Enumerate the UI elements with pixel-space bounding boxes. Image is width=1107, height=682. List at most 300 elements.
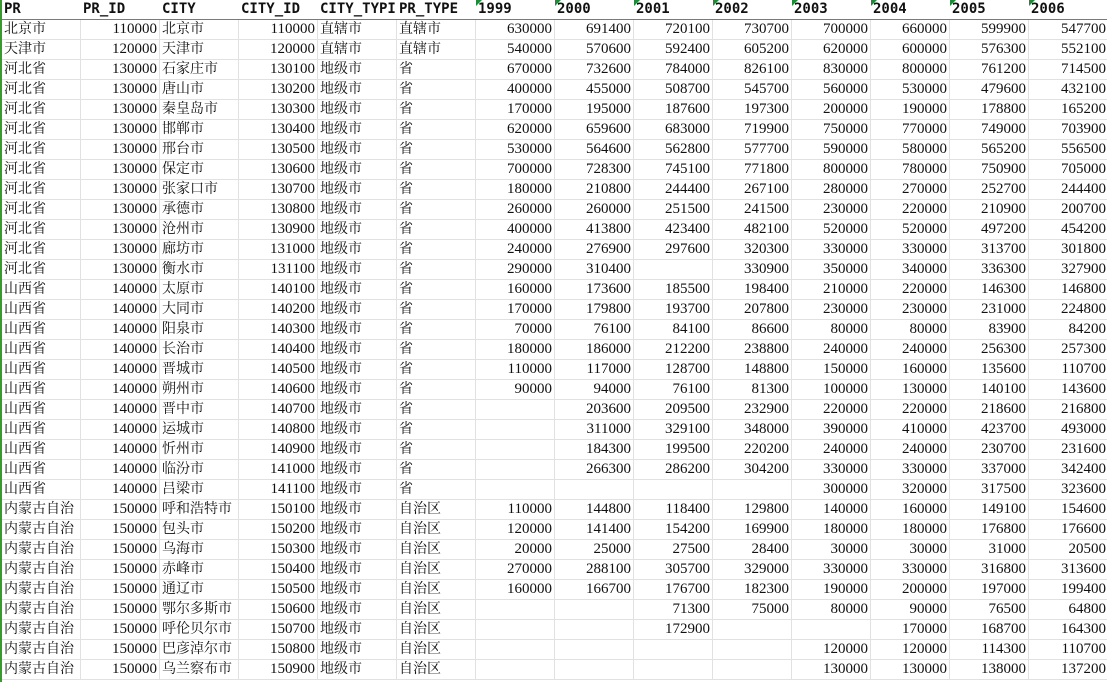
table-cell[interactable]: 220000 <box>871 200 950 220</box>
table-cell[interactable]: 山西省 <box>2 420 81 440</box>
table-cell[interactable]: 301800 <box>1029 240 1107 260</box>
table-cell[interactable]: 省 <box>397 160 476 180</box>
header-cell-2000[interactable]: 2000 <box>555 0 634 20</box>
table-cell[interactable]: 140000 <box>81 360 160 380</box>
table-cell[interactable]: 130000 <box>81 80 160 100</box>
table-cell[interactable]: 110000 <box>81 20 160 40</box>
table-cell[interactable]: 140100 <box>950 380 1029 400</box>
table-cell[interactable]: 内蒙古自治 <box>2 580 81 600</box>
table-cell[interactable]: 728300 <box>555 160 634 180</box>
table-cell[interactable]: 地级市 <box>318 60 397 80</box>
table-cell[interactable]: 衡水市 <box>160 260 239 280</box>
table-cell[interactable]: 400000 <box>476 220 555 240</box>
table-cell[interactable]: 省 <box>397 240 476 260</box>
header-cell-2001[interactable]: 2001 <box>634 0 713 20</box>
table-cell[interactable]: 76500 <box>950 600 1029 620</box>
table-cell[interactable]: 81300 <box>713 380 792 400</box>
table-cell[interactable] <box>792 620 871 640</box>
table-cell[interactable]: 130600 <box>239 160 318 180</box>
table-cell[interactable]: 70000 <box>476 320 555 340</box>
table-cell[interactable]: 703900 <box>1029 120 1107 140</box>
table-cell[interactable]: 80000 <box>871 320 950 340</box>
table-cell[interactable]: 赤峰市 <box>160 560 239 580</box>
table-cell[interactable]: 150000 <box>81 660 160 680</box>
table-cell[interactable]: 276900 <box>555 240 634 260</box>
table-cell[interactable]: 660000 <box>871 20 950 40</box>
table-cell[interactable]: 185500 <box>634 280 713 300</box>
table-cell[interactable]: 231000 <box>950 300 1029 320</box>
table-cell[interactable]: 166700 <box>555 580 634 600</box>
table-cell[interactable]: 154600 <box>1029 500 1107 520</box>
table-cell[interactable]: 330000 <box>871 560 950 580</box>
table-cell[interactable]: 山西省 <box>2 400 81 420</box>
table-cell[interactable]: 自治区 <box>397 560 476 580</box>
table-cell[interactable]: 唐山市 <box>160 80 239 100</box>
table-cell[interactable]: 地级市 <box>318 600 397 620</box>
table-cell[interactable]: 130100 <box>239 60 318 80</box>
table-cell[interactable]: 230000 <box>792 300 871 320</box>
table-cell[interactable]: 317500 <box>950 480 1029 500</box>
table-cell[interactable]: 朔州市 <box>160 380 239 400</box>
table-cell[interactable]: 包头市 <box>160 520 239 540</box>
table-cell[interactable]: 310400 <box>555 260 634 280</box>
header-cell-city-id[interactable]: CITY_ID <box>239 0 318 20</box>
header-cell-2006[interactable]: 2006 <box>1029 0 1107 20</box>
table-cell[interactable]: 508700 <box>634 80 713 100</box>
table-cell[interactable]: 267100 <box>713 180 792 200</box>
table-cell[interactable]: 140000 <box>81 300 160 320</box>
table-cell[interactable]: 71300 <box>634 600 713 620</box>
table-cell[interactable]: 地级市 <box>318 120 397 140</box>
table-cell[interactable]: 240000 <box>476 240 555 260</box>
table-cell[interactable]: 148800 <box>713 360 792 380</box>
table-cell[interactable]: 河北省 <box>2 120 81 140</box>
table-cell[interactable]: 144800 <box>555 500 634 520</box>
table-cell[interactable]: 150100 <box>239 500 318 520</box>
table-cell[interactable]: 170000 <box>871 620 950 640</box>
table-cell[interactable]: 110000 <box>476 500 555 520</box>
table-cell[interactable]: 邢台市 <box>160 140 239 160</box>
table-cell[interactable]: 140000 <box>81 400 160 420</box>
table-cell[interactable]: 165200 <box>1029 100 1107 120</box>
table-cell[interactable]: 118400 <box>634 500 713 520</box>
table-cell[interactable]: 200000 <box>871 580 950 600</box>
table-cell[interactable]: 770000 <box>871 120 950 140</box>
table-cell[interactable]: 130000 <box>871 660 950 680</box>
table-cell[interactable]: 203600 <box>555 400 634 420</box>
table-cell[interactable]: 128700 <box>634 360 713 380</box>
table-cell[interactable]: 330000 <box>792 460 871 480</box>
table-cell[interactable]: 省 <box>397 140 476 160</box>
table-cell[interactable] <box>555 660 634 680</box>
table-cell[interactable]: 266300 <box>555 460 634 480</box>
table-cell[interactable]: 省 <box>397 100 476 120</box>
table-cell[interactable]: 140000 <box>81 440 160 460</box>
table-cell[interactable]: 131000 <box>239 240 318 260</box>
table-cell[interactable]: 阳泉市 <box>160 320 239 340</box>
table-cell[interactable]: 河北省 <box>2 260 81 280</box>
table-cell[interactable]: 晋中市 <box>160 400 239 420</box>
table-cell[interactable]: 自治区 <box>397 580 476 600</box>
table-cell[interactable]: 497200 <box>950 220 1029 240</box>
table-cell[interactable]: 129800 <box>713 500 792 520</box>
table-cell[interactable]: 140000 <box>792 500 871 520</box>
table-cell[interactable]: 311000 <box>555 420 634 440</box>
table-cell[interactable]: 自治区 <box>397 500 476 520</box>
table-cell[interactable]: 省 <box>397 400 476 420</box>
table-cell[interactable]: 170000 <box>476 100 555 120</box>
table-cell[interactable]: 地级市 <box>318 160 397 180</box>
table-cell[interactable]: 天津市 <box>2 40 81 60</box>
table-cell[interactable]: 150900 <box>239 660 318 680</box>
header-cell-city[interactable]: CITY <box>160 0 239 20</box>
table-cell[interactable]: 197300 <box>713 100 792 120</box>
table-cell[interactable]: 270000 <box>476 560 555 580</box>
table-cell[interactable]: 乌海市 <box>160 540 239 560</box>
table-cell[interactable]: 140500 <box>239 360 318 380</box>
table-cell[interactable]: 180000 <box>792 520 871 540</box>
table-cell[interactable]: 280000 <box>792 180 871 200</box>
table-cell[interactable]: 地级市 <box>318 580 397 600</box>
table-cell[interactable]: 220000 <box>871 280 950 300</box>
table-cell[interactable]: 140800 <box>239 420 318 440</box>
table-cell[interactable]: 700000 <box>476 160 555 180</box>
table-cell[interactable]: 地级市 <box>318 560 397 580</box>
table-cell[interactable]: 182300 <box>713 580 792 600</box>
table-cell[interactable]: 140600 <box>239 380 318 400</box>
table-cell[interactable]: 150700 <box>239 620 318 640</box>
header-cell-pr[interactable]: PR <box>2 0 81 20</box>
table-cell[interactable]: 130000 <box>871 380 950 400</box>
table-cell[interactable]: 75000 <box>713 600 792 620</box>
table-cell[interactable]: 地级市 <box>318 240 397 260</box>
table-cell[interactable]: 省 <box>397 480 476 500</box>
table-cell[interactable]: 160000 <box>871 500 950 520</box>
table-cell[interactable]: 455000 <box>555 80 634 100</box>
table-cell[interactable]: 187600 <box>634 100 713 120</box>
table-cell[interactable]: 120000 <box>871 640 950 660</box>
table-cell[interactable]: 220000 <box>792 400 871 420</box>
header-cell-2002[interactable]: 2002 <box>713 0 792 20</box>
table-cell[interactable]: 省 <box>397 440 476 460</box>
table-cell[interactable]: 218600 <box>950 400 1029 420</box>
table-cell[interactable]: 570600 <box>555 40 634 60</box>
table-cell[interactable] <box>476 400 555 420</box>
table-cell[interactable]: 300000 <box>792 480 871 500</box>
table-cell[interactable]: 河北省 <box>2 140 81 160</box>
table-cell[interactable]: 110700 <box>1029 640 1107 660</box>
table-cell[interactable]: 230000 <box>792 200 871 220</box>
table-cell[interactable]: 745100 <box>634 160 713 180</box>
table-cell[interactable]: 地级市 <box>318 200 397 220</box>
table-cell[interactable] <box>476 620 555 640</box>
table-cell[interactable]: 山西省 <box>2 300 81 320</box>
table-cell[interactable]: 140000 <box>81 340 160 360</box>
table-cell[interactable]: 76100 <box>555 320 634 340</box>
table-cell[interactable]: 238800 <box>713 340 792 360</box>
table-cell[interactable]: 130000 <box>81 100 160 120</box>
table-cell[interactable]: 地级市 <box>318 380 397 400</box>
table-cell[interactable]: 150600 <box>239 600 318 620</box>
table-cell[interactable]: 209500 <box>634 400 713 420</box>
table-cell[interactable]: 552100 <box>1029 40 1107 60</box>
table-cell[interactable]: 199400 <box>1029 580 1107 600</box>
table-cell[interactable]: 省 <box>397 380 476 400</box>
table-cell[interactable]: 150000 <box>81 540 160 560</box>
table-cell[interactable]: 130000 <box>81 160 160 180</box>
table-cell[interactable] <box>555 620 634 640</box>
table-cell[interactable]: 800000 <box>871 60 950 80</box>
table-cell[interactable]: 120000 <box>81 40 160 60</box>
table-cell[interactable]: 长治市 <box>160 340 239 360</box>
table-cell[interactable] <box>713 640 792 660</box>
table-cell[interactable]: 内蒙古自治 <box>2 540 81 560</box>
table-cell[interactable]: 130500 <box>239 140 318 160</box>
table-cell[interactable]: 150000 <box>81 500 160 520</box>
table-cell[interactable]: 270000 <box>871 180 950 200</box>
table-cell[interactable]: 220000 <box>871 400 950 420</box>
table-cell[interactable]: 河北省 <box>2 100 81 120</box>
table-cell[interactable]: 承德市 <box>160 200 239 220</box>
table-cell[interactable]: 750000 <box>792 120 871 140</box>
table-cell[interactable]: 540000 <box>476 40 555 60</box>
table-cell[interactable]: 140000 <box>81 480 160 500</box>
header-cell-2004[interactable]: 2004 <box>871 0 950 20</box>
table-cell[interactable]: 省 <box>397 60 476 80</box>
table-cell[interactable]: 545700 <box>713 80 792 100</box>
table-cell[interactable]: 210900 <box>950 200 1029 220</box>
table-cell[interactable]: 130000 <box>81 120 160 140</box>
table-cell[interactable]: 210800 <box>555 180 634 200</box>
table-cell[interactable]: 31000 <box>950 540 1029 560</box>
table-cell[interactable]: 直辖市 <box>397 20 476 40</box>
table-cell[interactable]: 330900 <box>713 260 792 280</box>
table-cell[interactable] <box>634 640 713 660</box>
table-cell[interactable]: 620000 <box>476 120 555 140</box>
table-cell[interactable]: 地级市 <box>318 300 397 320</box>
table-cell[interactable]: 683000 <box>634 120 713 140</box>
table-cell[interactable]: 220200 <box>713 440 792 460</box>
table-cell[interactable]: 193700 <box>634 300 713 320</box>
table-cell[interactable]: 720100 <box>634 20 713 40</box>
table-cell[interactable]: 120000 <box>476 520 555 540</box>
table-cell[interactable]: 592400 <box>634 40 713 60</box>
table-cell[interactable]: 20000 <box>476 540 555 560</box>
table-cell[interactable]: 146800 <box>1029 280 1107 300</box>
table-cell[interactable]: 150000 <box>81 640 160 660</box>
table-cell[interactable]: 630000 <box>476 20 555 40</box>
table-cell[interactable]: 30000 <box>792 540 871 560</box>
table-cell[interactable]: 140100 <box>239 280 318 300</box>
table-cell[interactable]: 20500 <box>1029 540 1107 560</box>
table-cell[interactable]: 内蒙古自治 <box>2 560 81 580</box>
table-cell[interactable]: 670000 <box>476 60 555 80</box>
table-cell[interactable]: 130000 <box>81 140 160 160</box>
table-cell[interactable]: 运城市 <box>160 420 239 440</box>
table-cell[interactable]: 241500 <box>713 200 792 220</box>
table-cell[interactable]: 180000 <box>476 340 555 360</box>
table-cell[interactable]: 150000 <box>81 560 160 580</box>
table-cell[interactable]: 150400 <box>239 560 318 580</box>
table-cell[interactable]: 自治区 <box>397 640 476 660</box>
table-cell[interactable]: 179800 <box>555 300 634 320</box>
table-cell[interactable]: 64800 <box>1029 600 1107 620</box>
table-cell[interactable]: 732600 <box>555 60 634 80</box>
table-cell[interactable]: 168700 <box>950 620 1029 640</box>
table-cell[interactable]: 自治区 <box>397 620 476 640</box>
table-cell[interactable]: 216800 <box>1029 400 1107 420</box>
table-cell[interactable]: 230700 <box>950 440 1029 460</box>
table-cell[interactable]: 750900 <box>950 160 1029 180</box>
table-cell[interactable]: 地级市 <box>318 480 397 500</box>
table-cell[interactable]: 140700 <box>239 400 318 420</box>
table-cell[interactable]: 94000 <box>555 380 634 400</box>
table-cell[interactable]: 164300 <box>1029 620 1107 640</box>
table-cell[interactable]: 305700 <box>634 560 713 580</box>
table-cell[interactable]: 大同市 <box>160 300 239 320</box>
table-cell[interactable]: 530000 <box>476 140 555 160</box>
table-cell[interactable]: 地级市 <box>318 420 397 440</box>
table-cell[interactable]: 130000 <box>81 60 160 80</box>
table-cell[interactable]: 520000 <box>792 220 871 240</box>
table-cell[interactable]: 320000 <box>871 480 950 500</box>
table-cell[interactable]: 340000 <box>871 260 950 280</box>
table-cell[interactable]: 313700 <box>950 240 1029 260</box>
table-cell[interactable]: 580000 <box>871 140 950 160</box>
table-cell[interactable]: 150000 <box>81 520 160 540</box>
table-cell[interactable]: 84100 <box>634 320 713 340</box>
table-cell[interactable]: 76100 <box>634 380 713 400</box>
table-cell[interactable]: 210000 <box>792 280 871 300</box>
table-cell[interactable]: 130000 <box>81 180 160 200</box>
table-cell[interactable]: 190000 <box>792 580 871 600</box>
table-cell[interactable]: 110000 <box>476 360 555 380</box>
table-cell[interactable]: 内蒙古自治 <box>2 520 81 540</box>
table-cell[interactable]: 190000 <box>871 100 950 120</box>
table-cell[interactable]: 呼和浩特市 <box>160 500 239 520</box>
table-cell[interactable]: 146300 <box>950 280 1029 300</box>
table-cell[interactable]: 232900 <box>713 400 792 420</box>
table-cell[interactable]: 地级市 <box>318 640 397 660</box>
table-cell[interactable]: 地级市 <box>318 340 397 360</box>
table-cell[interactable]: 省 <box>397 360 476 380</box>
table-cell[interactable]: 河北省 <box>2 200 81 220</box>
table-cell[interactable]: 乌兰察布市 <box>160 660 239 680</box>
table-cell[interactable]: 224800 <box>1029 300 1107 320</box>
table-cell[interactable]: 313600 <box>1029 560 1107 580</box>
table-cell[interactable]: 天津市 <box>160 40 239 60</box>
table-cell[interactable]: 520000 <box>871 220 950 240</box>
table-cell[interactable]: 337000 <box>950 460 1029 480</box>
table-cell[interactable]: 143600 <box>1029 380 1107 400</box>
table-cell[interactable]: 200700 <box>1029 200 1107 220</box>
table-cell[interactable]: 140000 <box>81 420 160 440</box>
table-cell[interactable]: 141400 <box>555 520 634 540</box>
table-cell[interactable]: 771800 <box>713 160 792 180</box>
table-cell[interactable]: 地级市 <box>318 660 397 680</box>
table-cell[interactable]: 140300 <box>239 320 318 340</box>
table-cell[interactable]: 600000 <box>871 40 950 60</box>
table-cell[interactable]: 180000 <box>476 180 555 200</box>
table-cell[interactable]: 140000 <box>81 280 160 300</box>
table-cell[interactable]: 北京市 <box>160 20 239 40</box>
table-cell[interactable]: 直辖市 <box>318 40 397 60</box>
table-cell[interactable]: 150300 <box>239 540 318 560</box>
table-cell[interactable]: 826100 <box>713 60 792 80</box>
table-cell[interactable]: 160000 <box>476 280 555 300</box>
table-cell[interactable]: 565200 <box>950 140 1029 160</box>
table-cell[interactable]: 北京市 <box>2 20 81 40</box>
table-cell[interactable]: 地级市 <box>318 540 397 560</box>
table-cell[interactable]: 336300 <box>950 260 1029 280</box>
table-cell[interactable]: 240000 <box>871 440 950 460</box>
table-cell[interactable]: 297600 <box>634 240 713 260</box>
table-cell[interactable]: 河北省 <box>2 220 81 240</box>
table-cell[interactable]: 忻州市 <box>160 440 239 460</box>
table-cell[interactable]: 137200 <box>1029 660 1107 680</box>
table-cell[interactable]: 150800 <box>239 640 318 660</box>
table-cell[interactable]: 705000 <box>1029 160 1107 180</box>
table-cell[interactable]: 83900 <box>950 320 1029 340</box>
table-cell[interactable]: 350000 <box>792 260 871 280</box>
table-cell[interactable]: 240000 <box>792 440 871 460</box>
table-cell[interactable] <box>476 440 555 460</box>
table-cell[interactable]: 323600 <box>1029 480 1107 500</box>
table-cell[interactable]: 直辖市 <box>318 20 397 40</box>
table-cell[interactable]: 150000 <box>81 620 160 640</box>
table-cell[interactable]: 140000 <box>81 380 160 400</box>
table-cell[interactable]: 240000 <box>792 340 871 360</box>
table-cell[interactable]: 231600 <box>1029 440 1107 460</box>
table-cell[interactable]: 212200 <box>634 340 713 360</box>
table-cell[interactable]: 564600 <box>555 140 634 160</box>
table-cell[interactable] <box>476 660 555 680</box>
table-cell[interactable]: 260000 <box>555 200 634 220</box>
table-cell[interactable]: 地级市 <box>318 280 397 300</box>
table-cell[interactable]: 577700 <box>713 140 792 160</box>
table-cell[interactable]: 鄂尔多斯市 <box>160 600 239 620</box>
table-cell[interactable]: 150000 <box>81 580 160 600</box>
table-cell[interactable]: 张家口市 <box>160 180 239 200</box>
table-cell[interactable]: 560000 <box>792 80 871 100</box>
table-cell[interactable]: 260000 <box>476 200 555 220</box>
table-cell[interactable]: 自治区 <box>397 520 476 540</box>
table-cell[interactable]: 自治区 <box>397 540 476 560</box>
table-cell[interactable]: 176800 <box>950 520 1029 540</box>
table-cell[interactable]: 590000 <box>792 140 871 160</box>
table-cell[interactable]: 地级市 <box>318 460 397 480</box>
table-cell[interactable]: 348000 <box>713 420 792 440</box>
table-cell[interactable]: 700000 <box>792 20 871 40</box>
table-cell[interactable]: 200000 <box>792 100 871 120</box>
table-cell[interactable]: 地级市 <box>318 320 397 340</box>
table-cell[interactable]: 423400 <box>634 220 713 240</box>
table-cell[interactable]: 山西省 <box>2 280 81 300</box>
table-cell[interactable]: 169900 <box>713 520 792 540</box>
table-cell[interactable] <box>634 260 713 280</box>
table-cell[interactable]: 自治区 <box>397 660 476 680</box>
table-cell[interactable]: 130800 <box>239 200 318 220</box>
header-cell-city-type[interactable]: CITY_TYPI <box>318 0 397 20</box>
table-cell[interactable]: 省 <box>397 420 476 440</box>
table-cell[interactable]: 呼伦贝尔市 <box>160 620 239 640</box>
table-cell[interactable]: 327900 <box>1029 260 1107 280</box>
table-cell[interactable]: 138000 <box>950 660 1029 680</box>
table-cell[interactable]: 地级市 <box>318 440 397 460</box>
table-cell[interactable]: 199500 <box>634 440 713 460</box>
table-cell[interactable]: 内蒙古自治 <box>2 640 81 660</box>
table-cell[interactable]: 454200 <box>1029 220 1107 240</box>
